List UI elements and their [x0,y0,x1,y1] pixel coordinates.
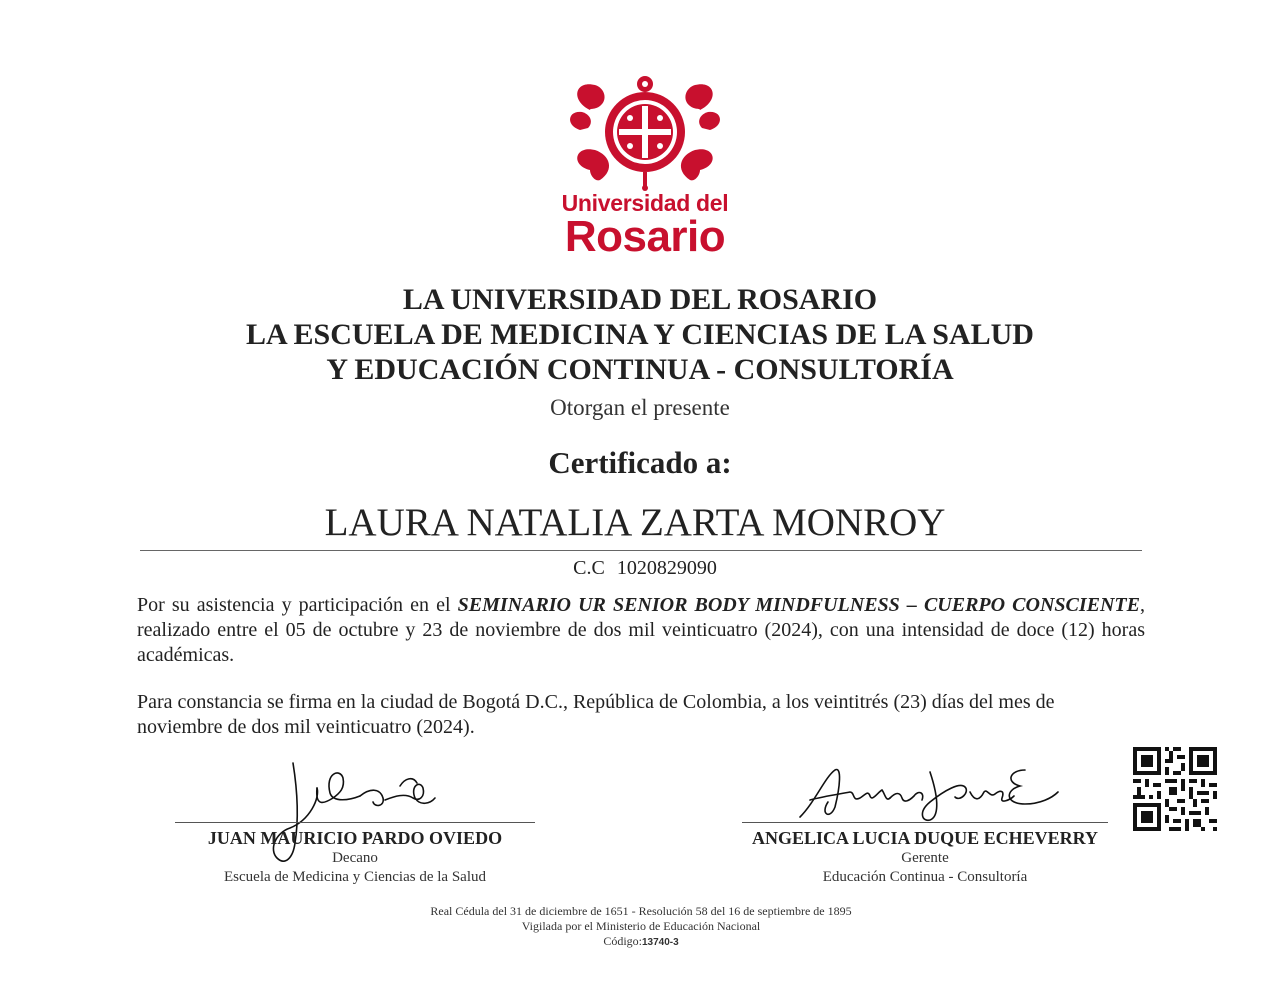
qr-code[interactable] [1133,747,1217,831]
signature-right [790,762,1060,824]
heading-line-2: LA ESCUELA DE MEDICINA Y CIENCIAS DE LA SALUD [246,318,1034,351]
id-number: 1020829090 [616,557,717,579]
signing-paragraph: Para constancia se firma en la ciudad de Bogotá D.C., República de Colombia, a los veintitrés (23) días del mes de noviembre de dos mil veinticuatro (2024). [137,691,1055,738]
course-name: SEMINARIO UR SENIOR BODY MINDFULNESS – CUERPO CONSCIENTE [457,594,1140,616]
footer-legal-line: Real Cédula del 31 de diciembre de 1651 - Resolución 58 del 16 de septiembre de 1895 [430,904,852,918]
signature-line-left [175,822,535,823]
footer-code-label: Código: [603,934,642,948]
logo-wordmark-bottom: Rosario [564,212,726,261]
intro-text: Otorgan el presente [550,395,730,420]
logo-wordmark-top: Universidad del [561,190,729,216]
heading-line-3: Y EDUCACIÓN CONTINUA - CONSULTORÍA [326,353,954,386]
signer-role-right: Gerente [901,850,949,866]
signature-line-right [742,822,1108,823]
footer-supervision-line: Vigilada por el Ministerio de Educación Nacional [521,919,761,933]
signer-unit-right: Educación Continua - Consultoría [822,869,1028,885]
id-label: C.C [573,557,605,579]
heading-line-1: LA UNIVERSIDAD DEL ROSARIO [402,283,878,316]
signer-name-right: ANGELICA LUCIA DUQUE ECHEVERRY [752,828,1098,848]
signer-role-left: Decano [332,850,378,866]
signer-unit-left: Escuela de Medicina y Ciencias de la Salud [224,869,486,885]
certificate-title: Certificado a: [548,445,732,480]
p1-end: , realizado entre el 05 de octubre y 23 de noviembre de dos mil veinticuatro (2024), con una intensidad de doce (12) horas académicas. [137,594,1145,666]
name-underline [140,550,1142,551]
recipient-name: LAURA NATALIA ZARTA MONROY [324,501,946,544]
participation-paragraph [137,593,1145,668]
footer-code [0,934,1280,949]
footer-code-value: 13740-3 [641,937,679,948]
signer-name-left: JUAN MAURICIO PARDO OVIEDO [207,828,503,848]
p1-start: Por su asistencia y participación en el [137,594,458,616]
recipient-id [0,557,1280,580]
